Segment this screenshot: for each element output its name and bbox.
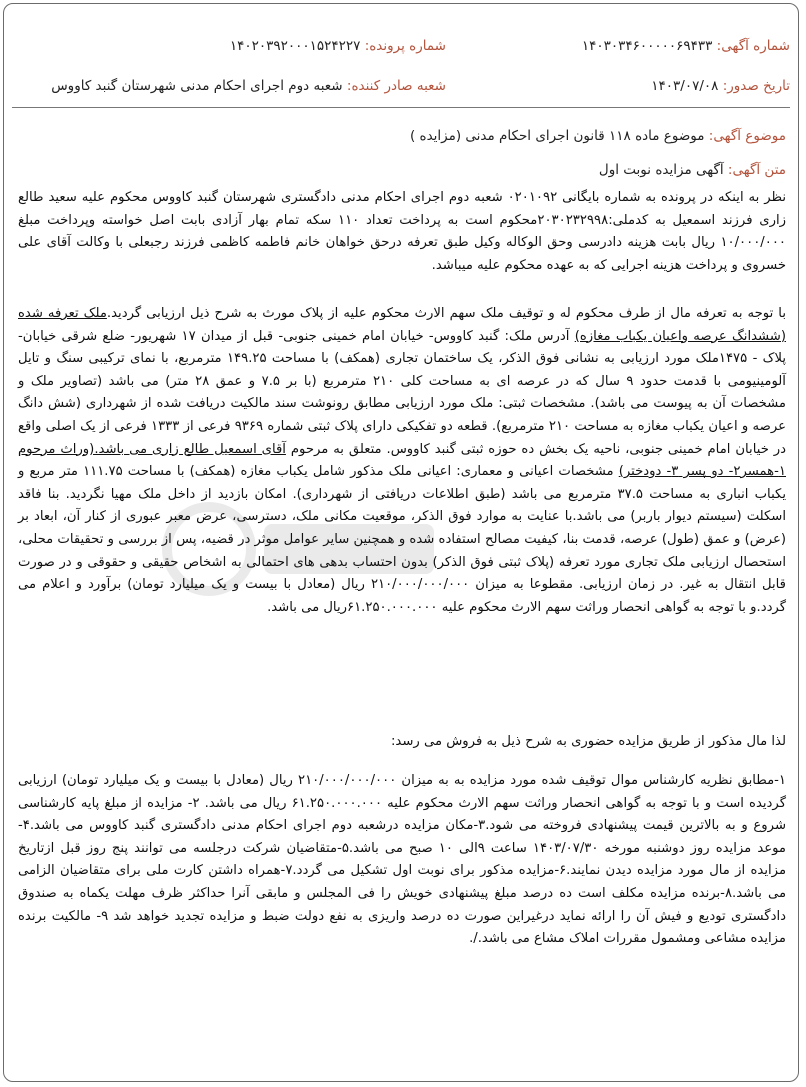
- property-details: آدرس ملک: گنبد کاووس- خیابان امام خمینی جنوبی- قبل از میدان ۱۷ شهریور- ضلع شرقی خیابان- پلاک - ۱۴۷۵ملک مورد ارزیابی به نشانی فوق الذکر، یک ساختمان تجاری (همکف) با مساحت ۱۴۹.۲۵ مترمربع، با نمای ترکیبی سنگ و تایل آلومینیومی با قدمت حدود ۹ سال که در عرصه ای به مساحت کلی ۲۱۰ مترمربع (با بر ۷.۵ و عمق ۲۸ متر) می باشد (تصاویر ملک و مشخصات آن به پیوست می باشد). مشخصات ثبتی: ملک مورد ارزیابی مطابق رونوشت سند مالکیت دریافت شده از شهرداری (شش دانگ عرصه و اعیان یکباب مغازه به مساحت ۲۱۰ مترمربع). قطعه دو تفکیکی دارای پلاک ثبتی شماره ۹۳۶۹ فرعی از ۱۳۳۳ فرعی از یک اصلی واقع در خیابان امام خمینی جنوبی، ناحیه یک بخش ده حوزه ثبتی گنبد کاووس. متعلق به مرحوم: [18, 328, 786, 457]
- notice-frame: [3, 3, 799, 1082]
- subject-label: موضوع آگهی:: [708, 128, 786, 144]
- issuer-value: شعبه دوم اجرای احکام مدنی شهرستان گنبد کاووس: [51, 78, 343, 94]
- subject-value: موضوع ماده ۱۱۸ قانون اجرای احکام مدنی (مزایده ): [409, 128, 705, 144]
- body-title-value: آگهی مزایده نوبت اول: [598, 162, 724, 178]
- header-divider: [12, 107, 790, 108]
- case-number-label: شماره پرونده:: [364, 38, 446, 54]
- issuer-label: شعبه صادر کننده:: [346, 78, 446, 94]
- issuer: [51, 78, 446, 94]
- notice-number-label: شماره آگهی:: [716, 38, 790, 54]
- issue-date-label: تاریخ صدور:: [722, 78, 790, 94]
- heirs-info: آقای اسمعیل طالع زاری می باشد.(وراث مرحوم ۱-همسر۲- دو پسر ۳- دودختر): [18, 441, 786, 480]
- paragraph-case-details: نظر به اینکه در پرونده به شماره بایگانی ۰۲۰۱۰۹۲ شعبه دوم اجرای احکام مدنی دادگستری شهرستان گنبد کاووس محکوم علیه سعید طالع زاری فرزند اسمعیل به کدملی:۲۰۳۰۲۳۲۹۹۸محکوم است به پرداخت تعداد ۱۱۰ سکه تمام بهار آزادی بابت اصل خواسته وپرداخت مبلغ ۱۰/۰۰۰/۰۰۰ ریال بابت هزینه دادرسی وحق الوکاله وکیل طبق تعرفه درحق خواهان خانم فاطمه کاظمی فرزند رجبعلی با وکالت آقای علی خسروی و پرداخت هزینه اجرایی که به عهده محکوم علیه میباشد.: [18, 190, 787, 273]
- case-number-value: ۱۴۰۲۰۳۹۲۰۰۰۱۵۲۴۲۲۷: [229, 38, 361, 54]
- paragraph-sale-intro: لذا مال مذکور از طریق مزایده حضوری به شرح ذیل به فروش می رسد:: [390, 734, 786, 749]
- paragraph-property-evaluation: [18, 303, 786, 619]
- paragraph-auction-terms: ۱-مطابق نظریه کارشناس موال توقیف شده مورد مزایده به به میزان ۲۱۰/۰۰۰/۰۰۰/۰۰۰ ریال (معادل با بیست و یک میلیارد تومان) ارزیابی گردیده است و با توجه به گواهی انحصار وراثت سهم الارث محکوم علیه ۶۱.۲۵۰.۰۰۰.۰۰۰ ریال می باشد. ۲- مزایده از مبلغ پایه کارشناسی شروع و به بالاترین قیمت پیشنهادی فروخته می شود.۳-مکان مزایده درشعبه دوم اجرای احکام مدنی دادگستری گنبد کاووس می باشد.۴-موعد مزایده روز دوشنبه مورخه ۱۴۰۳/۰۷/۳۰ ساعت ۹الی ۱۰ صبح می باشد.۵-متقاضیان شرکت درجلسه می توانند پنج روز قبل ازتاریخ مزایده از مال مورد مزایده دیدن نمایند.۶-مزایده مذکور برای نوبت اول تشکیل می گردد.۷-همراه داشتن کارت ملی برای متقاضیان الزامی می باشد.۸-برنده مزایده مکلف است ده درصد مبلغ پیشنهادی خویش را فی المجلس و مابقی آنرا حداکثر ظرف مهلت یکماه به صندوق دادگستری تودیع و فیش آن را ارائه نماید درغیراین صورت ده درصد واریزی به نفع دولت ضبط و مزایده تجدید خواهد شد ۹- مالکیت برنده مزایده مشاعی ومشمول مقررات املاک مشاع می باشد./.: [18, 773, 787, 947]
- issue-date-value: ۱۴۰۳/۰۷/۰۸: [651, 78, 719, 94]
- evaluation-intro: با توجه به تعرفه مال از طرف محکوم له و توقیف ملک سهم الارث محکوم علیه از پلاک مورث به شرح ذیل ارزیابی گردید.: [106, 306, 786, 321]
- building-details: مشخصات اعیانی و معماری: اعیانی ملک مذکور شامل یکباب مغازه (همکف) با مساحت ۱۱۱.۷۵ متر مربع و یکباب انباری به مساحت ۳۷.۵ مترمربع می باشد (طبق اطلاعات دریافتی از شهرداری). امکان بازدید از داخل ملک مهیا نگردید. بنا فاقد اسکلت (سیستم دیوار باربر) می باشد.با عنایت به موارد فوق الذکر، موقعیت مکانی ملک، دسترسی، عرض معبر عبوری از کنار آن، ابعاد بر (عرض) و عمق (طول) عرصه، قدمت بنا، کیفیت مصالح استفاده شده و همچنین سایر عوامل موثر در قضیه، پس از بررسی و تحقیقات محلی، استحصال ارزیابی ملک تجاری مورد تعرفه (پلاک ثبتی فوق الذکر) بدون احتساب بدهی های احتمالی به اشخاص حقیقی و حقوقی و در صورت قابل انتقال به غیر. در زمان ارزیابی. مقطوعا به میزان ۲۱۰/۰۰۰/۰۰۰/۰۰۰ ریال (معادل با بیست و یک میلیارد تومان) برآورد و اعلام می گردد.و با توجه به گواهی انحصار وراثت سهم الارث محکوم علیه ۶۱.۲۵۰.۰۰۰.۰۰۰ریال می باشد.: [18, 464, 786, 615]
- issue-date: [651, 78, 790, 94]
- property-title: ملک تعرفه شده (ششدانگ عرصه واعیان یکباب مغازه): [18, 306, 786, 344]
- notice-number-value: ۱۴۰۳۰۳۴۶۰۰۰۰۰۶۹۴۳۳: [581, 38, 713, 54]
- body-title-label: متن آگهی:: [727, 162, 786, 178]
- notice-number: [582, 38, 790, 54]
- case-number: [230, 38, 446, 54]
